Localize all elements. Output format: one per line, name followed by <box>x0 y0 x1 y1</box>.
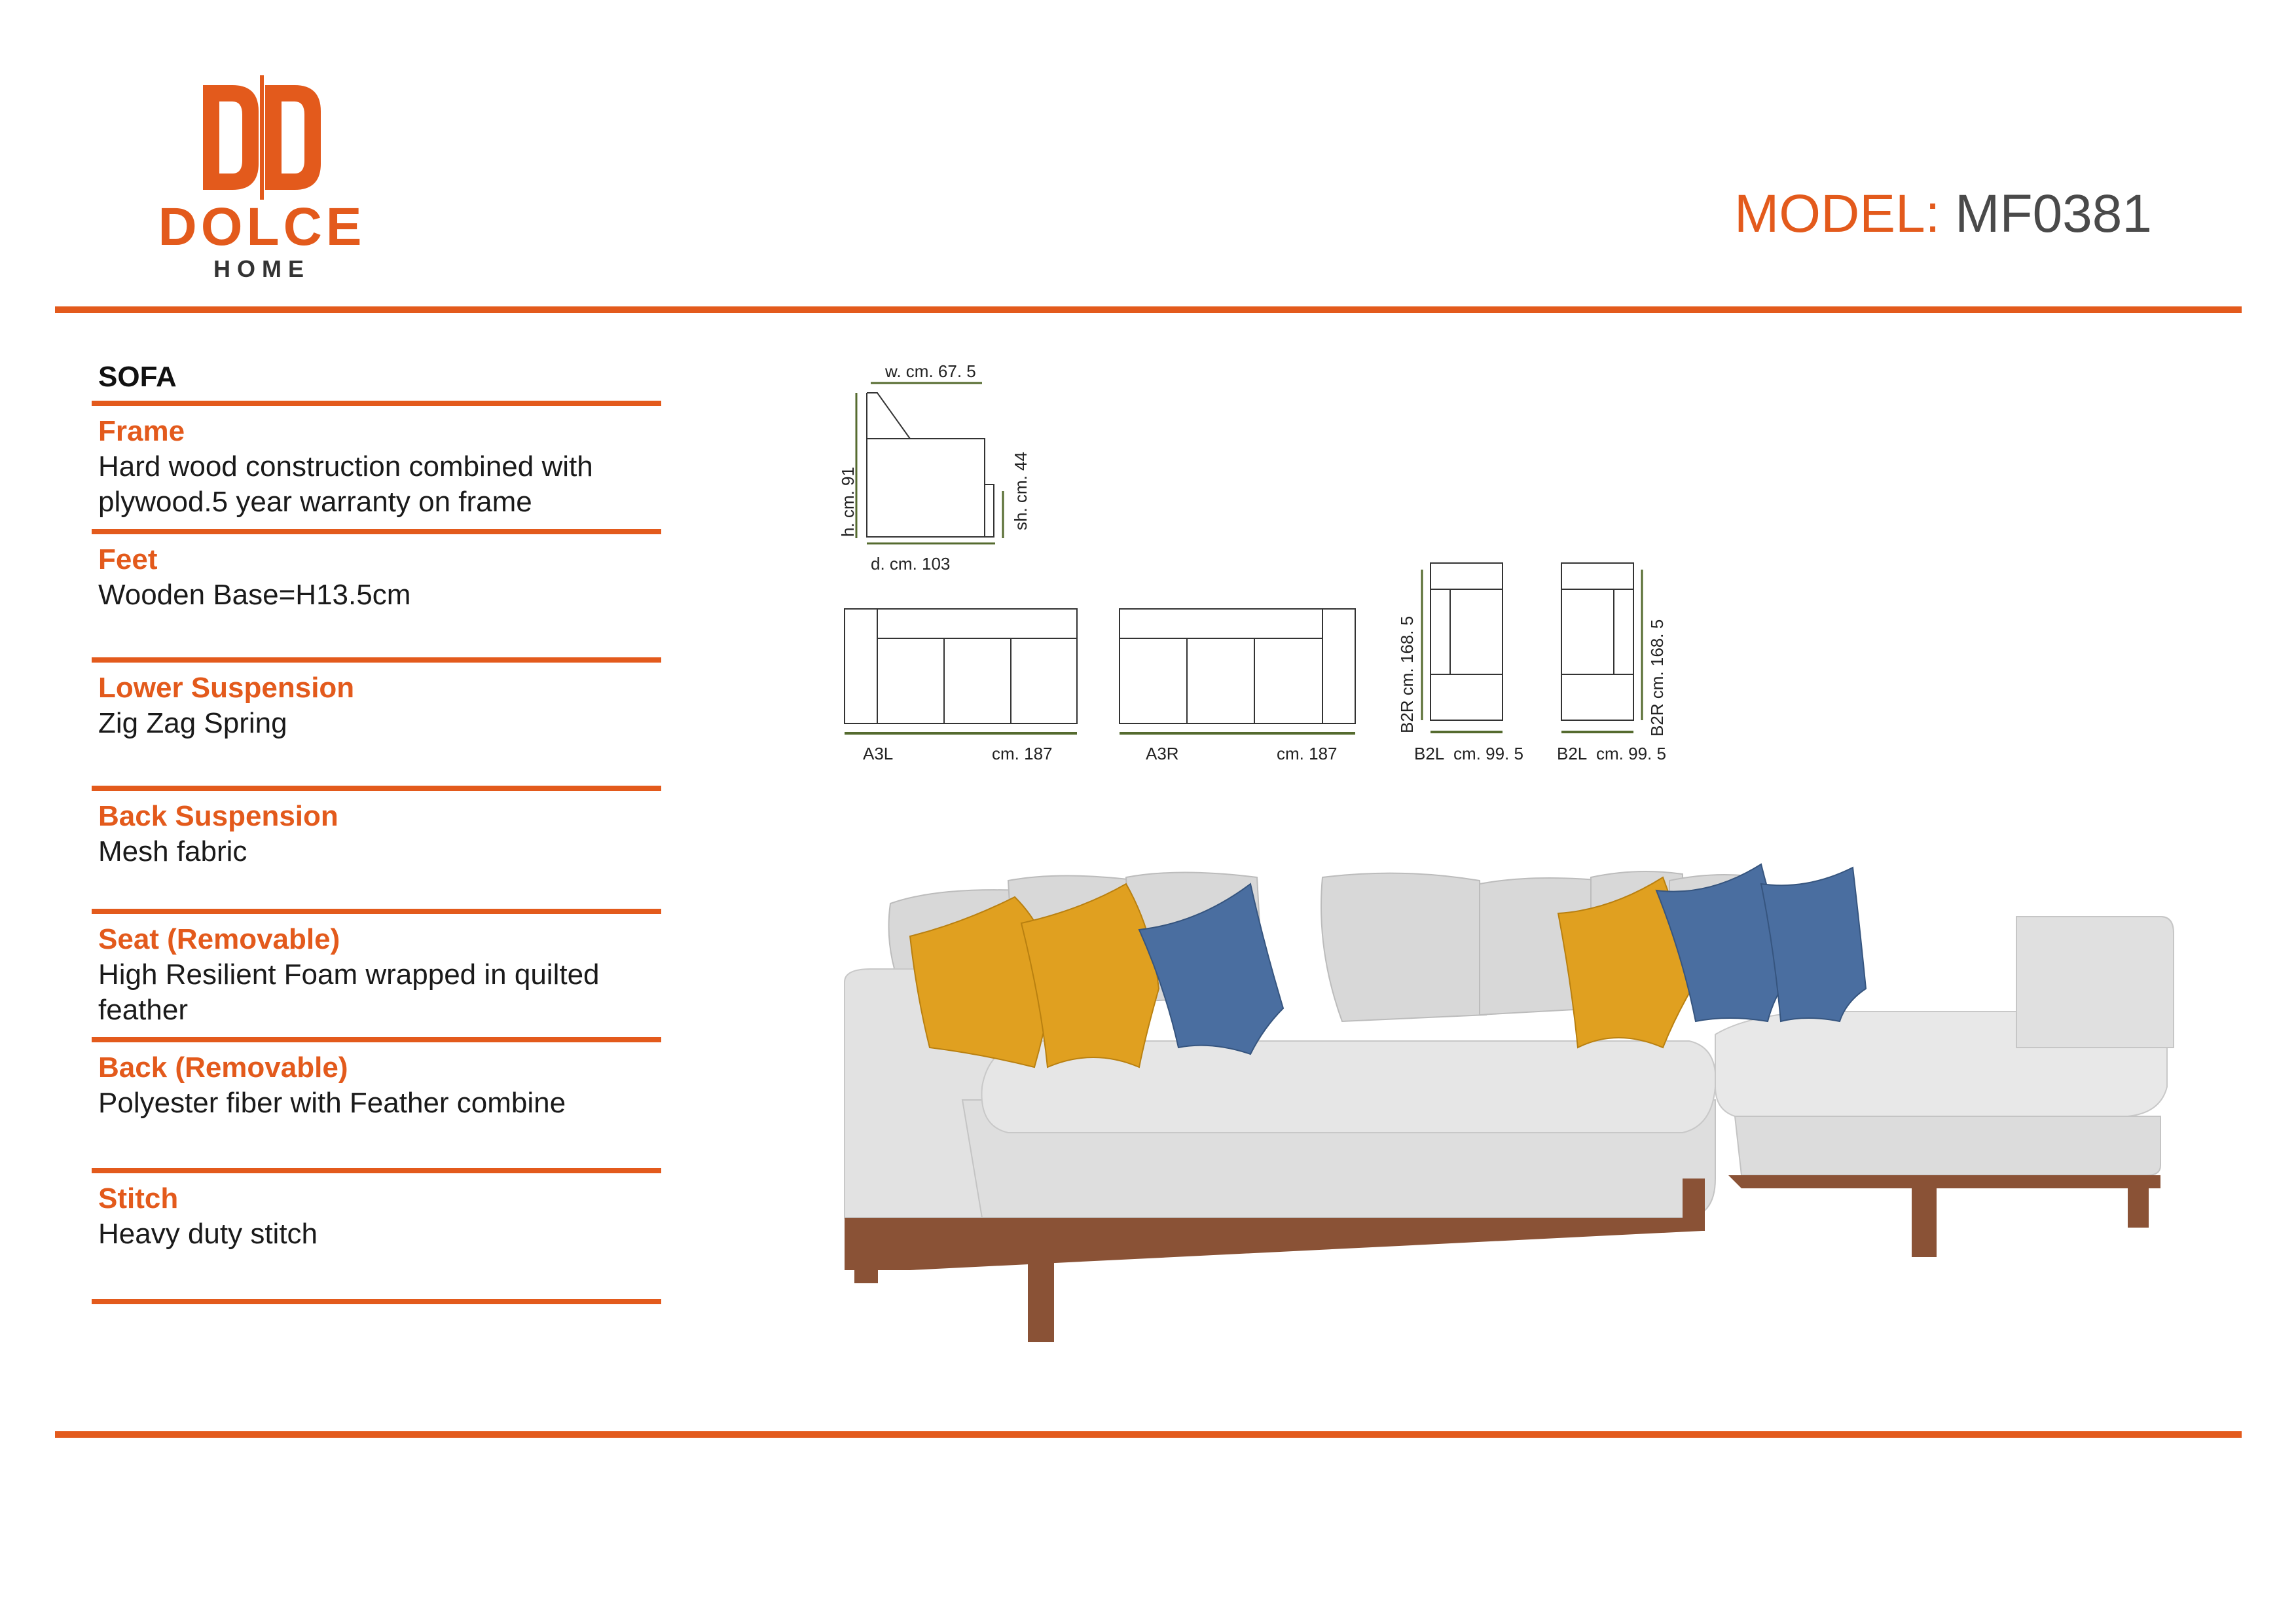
module-a3r-drawing <box>1120 609 1355 733</box>
spec-label: Feet <box>98 543 158 576</box>
bottom-divider <box>55 1431 2242 1438</box>
spec-divider <box>92 1299 661 1304</box>
model-label: MODEL: <box>1734 184 1941 244</box>
sofa-product-image <box>831 851 2200 1362</box>
spec-divider <box>92 1037 661 1042</box>
module-code: B2L <box>1557 744 1588 763</box>
module-side-size: B2R cm. 168. 5 <box>1397 615 1417 733</box>
logo-mark-icon <box>196 72 327 203</box>
module-size: cm. 99. 5 <box>1596 744 1666 763</box>
spec-value: High Resilient Foam wrapped in quilted <box>98 959 600 991</box>
spec-frame <box>92 406 661 529</box>
sofa-illustration <box>831 851 2200 1362</box>
spec-lower-suspension <box>92 663 661 786</box>
module-code: A3L <box>863 744 894 763</box>
spec-label: Seat (Removable) <box>98 923 340 955</box>
seat-height-label: sh. cm. 44 <box>1011 452 1030 530</box>
width-label: w. cm. 67. 5 <box>885 361 976 381</box>
module-b2l-drawing <box>1422 563 1503 732</box>
spec-value: plywood.5 year warranty on frame <box>98 486 532 518</box>
spec-value: Zig Zag Spring <box>98 707 287 739</box>
brand-subtitle: HOME <box>213 255 310 282</box>
module-size: cm. 99. 5 <box>1453 744 1523 763</box>
brand-name: DOLCE <box>158 197 366 257</box>
module-size: cm. 187 <box>992 744 1053 763</box>
drawings-svg <box>831 354 1715 773</box>
spec-label: Lower Suspension <box>98 672 355 704</box>
spec-divider <box>92 529 661 534</box>
spec-feet <box>92 534 661 657</box>
spec-label: Frame <box>98 415 185 447</box>
spec-label: Back Suspension <box>98 800 338 832</box>
spec-value: Hard wood construction combined with <box>98 450 593 483</box>
spec-divider <box>92 909 661 914</box>
spec-seat <box>92 914 661 1037</box>
module-a3l-drawing <box>845 609 1077 733</box>
category-title: SOFA <box>98 361 177 393</box>
spec-back <box>92 1042 661 1168</box>
spec-divider <box>92 657 661 663</box>
model-number: MF0381 <box>1955 184 2152 244</box>
spec-back-suspension <box>92 791 661 909</box>
spec-value: Heavy duty stitch <box>98 1218 318 1250</box>
spec-value: Mesh fabric <box>98 835 247 868</box>
spec-label: Stitch <box>98 1182 179 1215</box>
spec-divider <box>92 401 661 406</box>
spec-divider <box>92 1168 661 1173</box>
spec-stitch <box>92 1173 661 1299</box>
height-label: h. cm. 91 <box>838 467 858 537</box>
module-code: A3R <box>1146 744 1179 763</box>
top-divider <box>55 306 2242 313</box>
depth-label: d. cm. 103 <box>871 554 951 574</box>
spec-value: Polyester fiber with Feather combine <box>98 1087 566 1119</box>
model-heading <box>1734 183 2152 245</box>
spec-list <box>92 354 661 1304</box>
spec-value: feather <box>98 994 188 1026</box>
side-profile-drawing <box>856 383 1003 543</box>
module-code: B2L <box>1414 744 1445 763</box>
spec-label: Back (Removable) <box>98 1051 348 1084</box>
spec-value: Wooden Base=H13.5cm <box>98 579 411 611</box>
module-size: cm. 187 <box>1277 744 1338 763</box>
brand-logo <box>131 72 393 295</box>
spec-divider <box>92 786 661 791</box>
module-b2r-drawing <box>1561 563 1642 732</box>
dimension-drawings <box>831 354 1715 773</box>
module-side-size: B2R cm. 168. 5 <box>1647 619 1667 737</box>
